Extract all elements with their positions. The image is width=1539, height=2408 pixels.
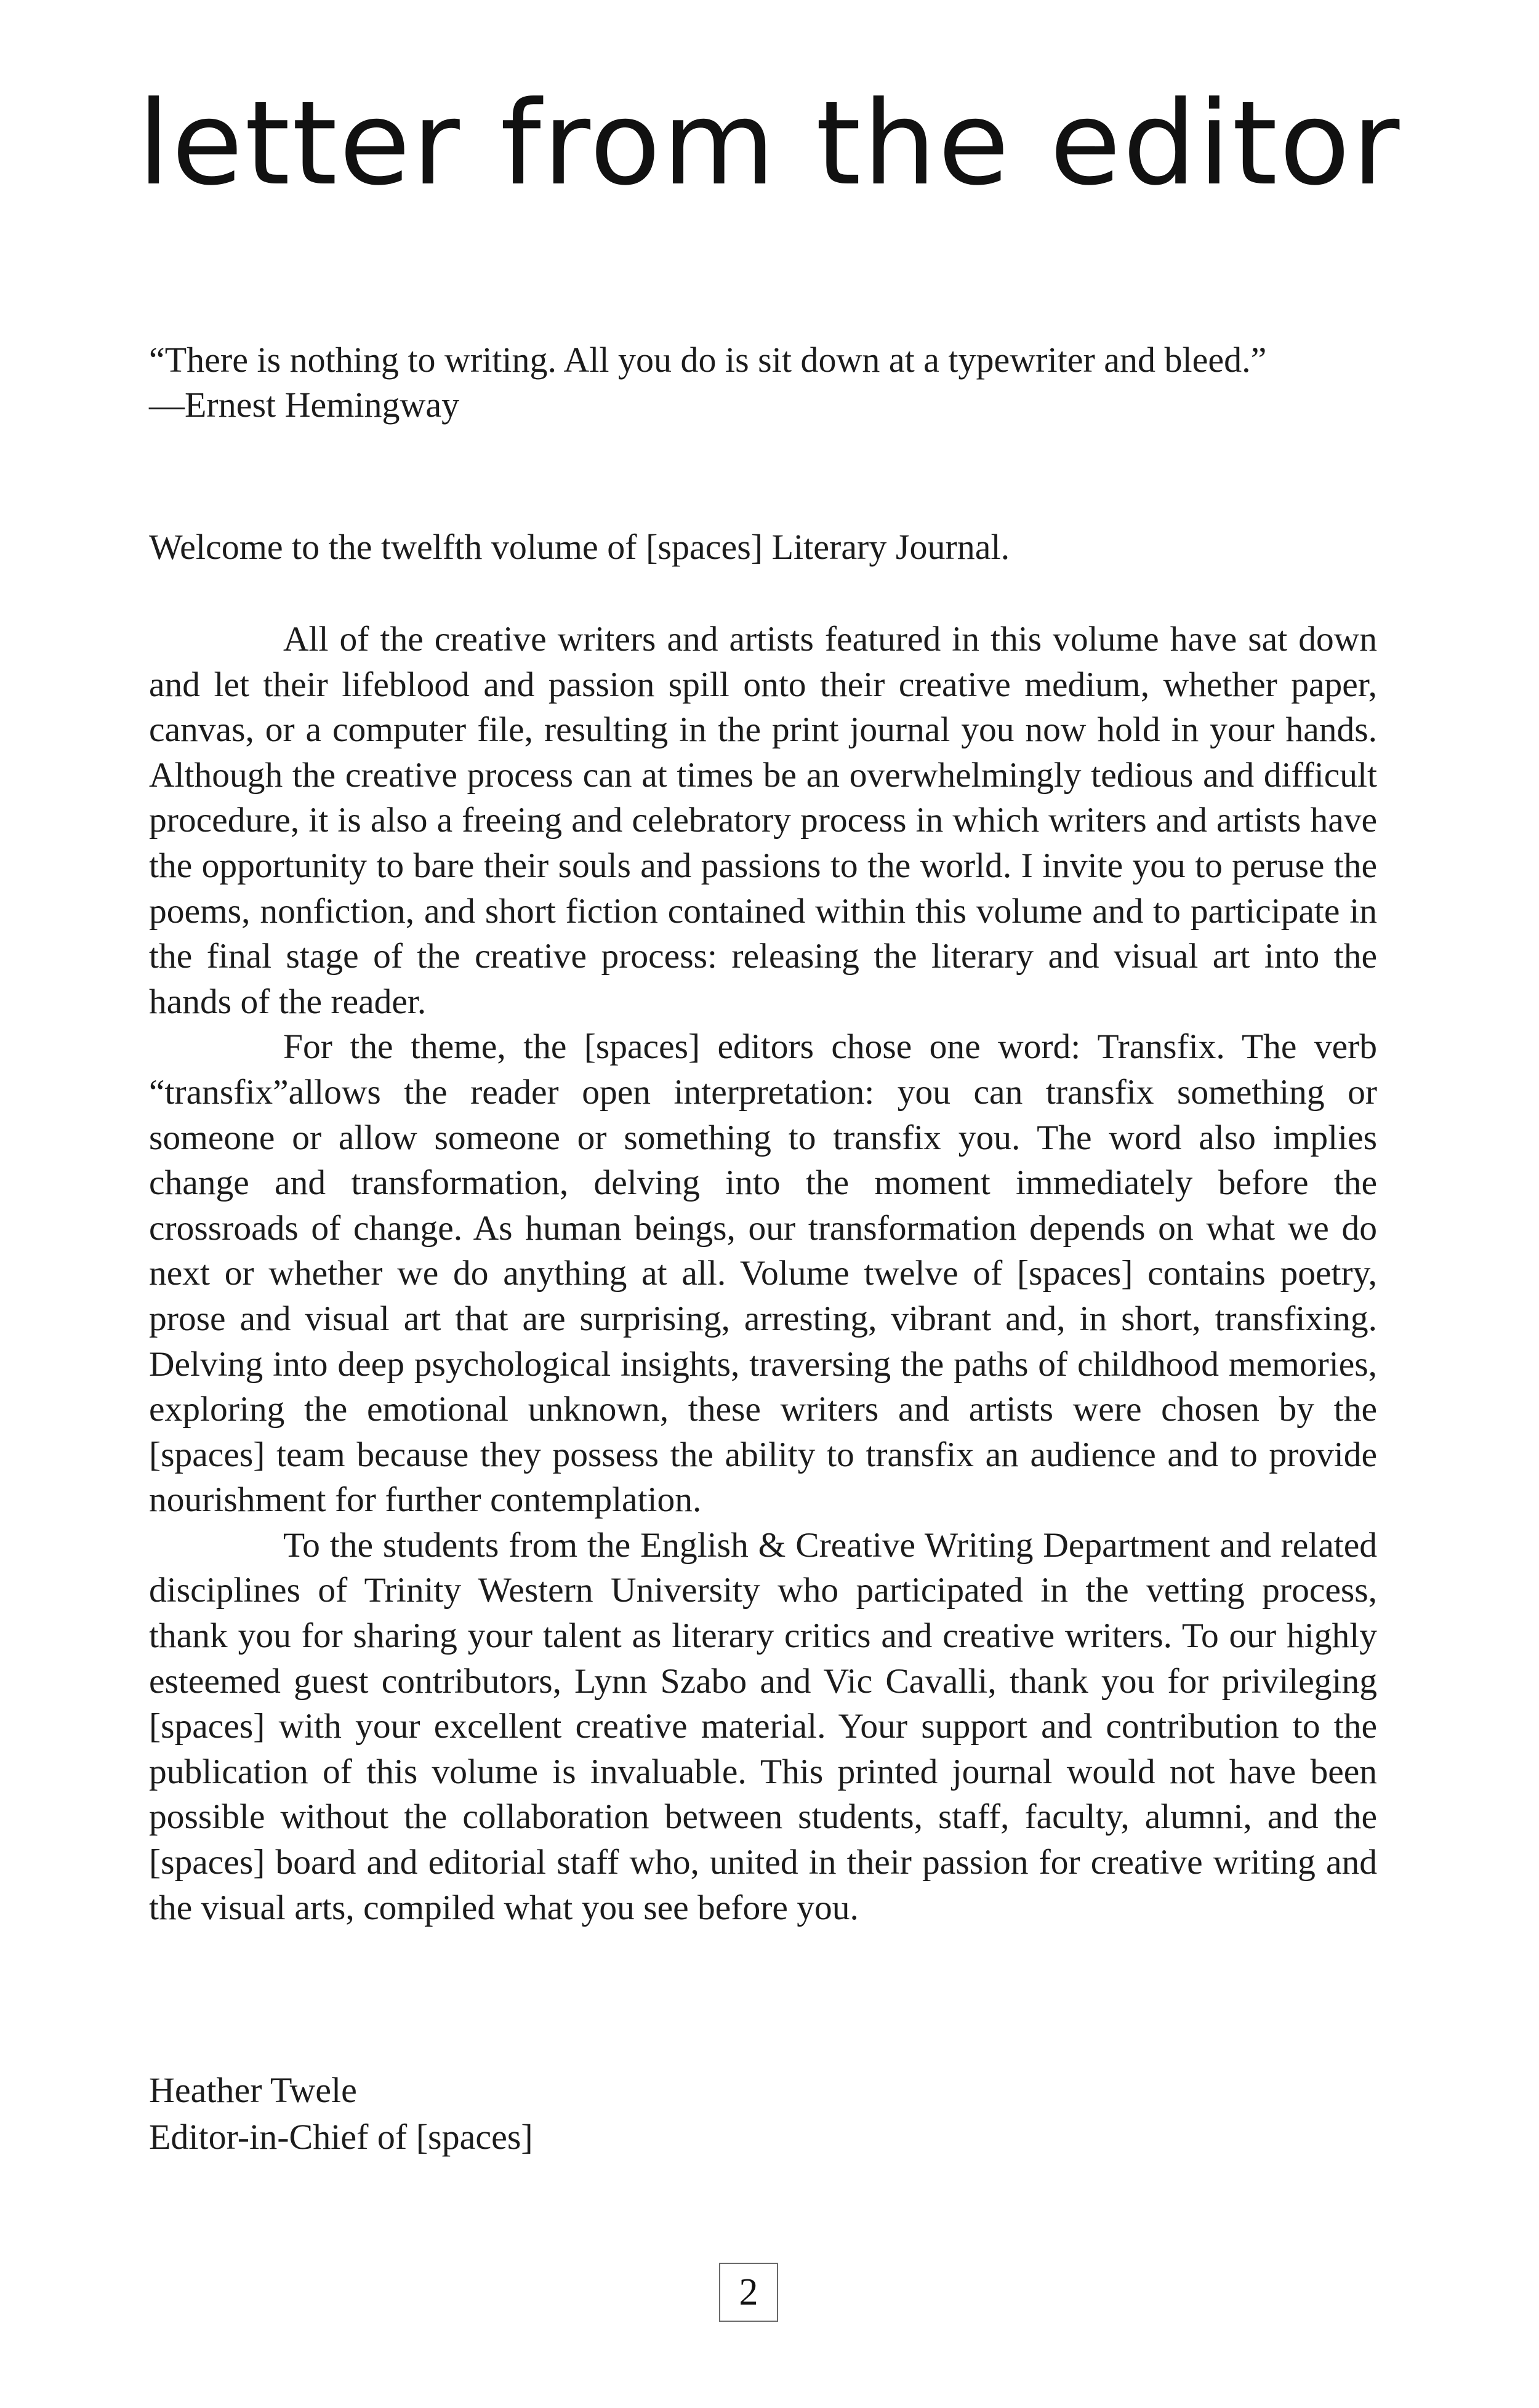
body-paragraph: For the theme, the [spaces] editors chose one word: Transfix. The verb “transfix”allows the reader open interpretation: you can transfix something or someone or allow someone or something to transfix you. The word also implies change and transformation, delving into the moment immediately before the crossroads of change. As human beings, our transformation depends on what we do next or whether we do anything at all. Volume twelve of [spaces] contains poetry, prose and visual art that are surprising, arresting, vibrant and, in short, transfixing. Delving into deep psychological insights, traversing the paths of childhood memories, exploring the emotional unknown, these writers and artists were chosen by the [spaces] team because they possess the ability to transfix an audience and to provide nourishment for further contemplation. xyxy=(149,1027,1377,1520)
page-title: letter from the editor xyxy=(137,76,1402,211)
signature-name: Heather Twele xyxy=(149,2070,357,2110)
body-paragraph: To the students from the English & Creative Writing Department and related disciplines of Trinity Western University who participated in the vetting process, thank you for sharing your talent as literary critics and creative writers. To our highly esteemed guest contributors, Lynn Szabo and Vic Cavalli, thank you for privileging [spaces] with your excellent creative material. Your support and contribution to the publication of this volume is invaluable. This printed journal would not have been possible without the collaboration between students, staff, faculty, alumni, and the [spaces] board and editorial staff who, united in their passion for creative writing and the visual arts, compiled what you see before you. xyxy=(149,1525,1377,1927)
welcome-line: Welcome to the twelfth volume of [spaces] Literary Journal. xyxy=(149,527,1010,567)
signature-block xyxy=(149,2067,533,2161)
signature-role: Editor-in-Chief of [spaces] xyxy=(149,2117,533,2157)
epigraph-attribution: —Ernest Hemingway xyxy=(149,385,460,425)
letter-body xyxy=(149,617,1377,1930)
epigraph-quote: “There is nothing to writing. All you do is sit down at a typewriter and bleed.” xyxy=(149,340,1267,380)
epigraph xyxy=(149,337,1392,427)
page-number: 2 xyxy=(719,2263,778,2322)
body-paragraph: All of the creative writers and artists featured in this volume have sat down and let their lifeblood and passion spill onto their creative medium, whether paper, canvas, or a computer file, resulting in the print journal you now hold in your hands. Although the creative process can at times be an overwhelmingly tedious and difficult procedure, it is also a freeing and celebratory process in which writers and artists have the opportunity to bare their souls and passions to the world. I invite you to peruse the poems, nonfiction, and short fiction contained within this volume and to participate in the final stage of the creative process: releasing the literary and visual art into the hands of the reader. xyxy=(149,620,1377,1021)
